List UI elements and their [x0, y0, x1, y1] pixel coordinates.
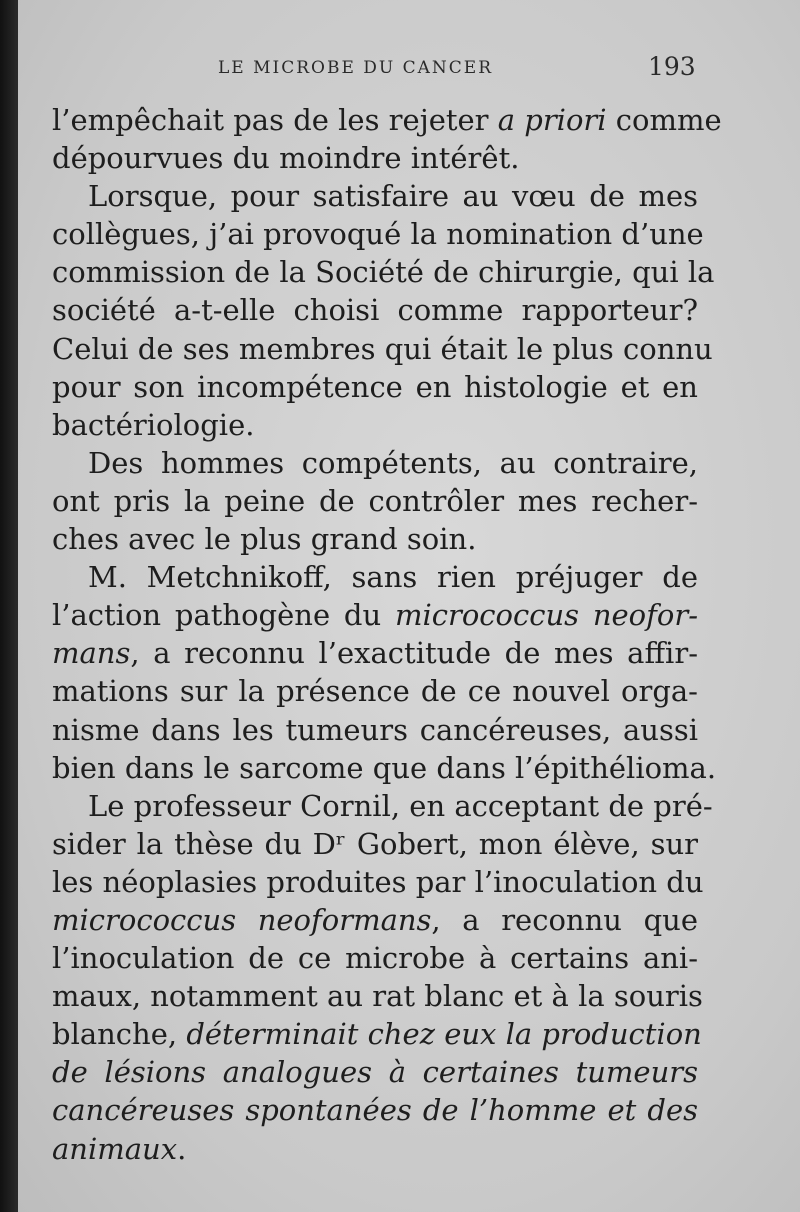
text-segment: blanche, [52, 1017, 187, 1052]
text-line [52, 482, 698, 520]
text-segment: . [177, 1131, 187, 1166]
text-segment: Lorsque, pour satisfaire au vœu de mes [88, 179, 698, 214]
text-segment: , a reconnu l’exactitude de mes affir- [130, 636, 698, 671]
text-segment: pour son incompétence en histologie et en [52, 369, 698, 404]
text-line [52, 901, 698, 939]
text-line [52, 101, 722, 139]
text-segment: Celui de ses membres qui était le plus connu [52, 331, 713, 366]
text-line [52, 1053, 698, 1091]
text-line [52, 596, 698, 634]
text-line [52, 330, 713, 368]
text-line [52, 1015, 702, 1053]
text-segment: mations sur la présence de ce nouvel orga- [52, 674, 698, 709]
text-line [52, 215, 704, 253]
text-segment: sider la thèse du Dʳ Gobert, mon élève, sur [52, 826, 698, 861]
text-line [52, 825, 698, 863]
book-gutter-shadow [0, 0, 18, 1212]
text-line [52, 749, 717, 787]
text-line [52, 711, 698, 749]
text-line [52, 1130, 698, 1168]
text-segment: nisme dans les tumeurs cancéreuses, aussi [52, 712, 698, 747]
italic-text: micrococcus neofor- [394, 598, 698, 633]
text-segment: comme [606, 103, 722, 137]
page-number: 193 [648, 52, 696, 81]
text-segment: bactériologie. [52, 407, 255, 442]
book-page [18, 0, 800, 1212]
text-line [52, 634, 698, 672]
italic-text: a priori [497, 103, 607, 137]
italic-text: animaux [52, 1131, 178, 1166]
text-segment: , a reconnu que [431, 902, 698, 937]
italic-text: de lésions analogues à certaines tumeurs [52, 1055, 698, 1090]
text-segment: ches avec le plus grand soin. [52, 522, 477, 557]
text-segment: ont pris la peine de contrôler mes recher- [52, 483, 698, 518]
text-line [52, 444, 698, 482]
text-line [52, 139, 698, 177]
text-segment: bien dans le sarcome que dans l’épithélioma. [52, 750, 717, 785]
text-segment: collègues, j’ai provoqué la nomination d’une [52, 217, 704, 252]
text-segment: l’empêchait pas de les rejeter [52, 103, 498, 137]
text-line [52, 787, 713, 825]
text-line [52, 406, 698, 444]
text-segment: société a-t-elle choisi comme rapporteur? [52, 293, 698, 328]
text-line [52, 520, 698, 558]
text-line [52, 1091, 698, 1129]
text-line [52, 368, 698, 406]
body-text [52, 101, 722, 1168]
italic-text: mans [52, 636, 131, 671]
italic-text: micrococcus neoformans [52, 902, 432, 937]
text-line [52, 558, 698, 596]
italic-text: cancéreuses spontanées de l’homme et des [52, 1093, 698, 1128]
italic-text: déterminait chez eux la production [186, 1017, 702, 1052]
text-line [52, 177, 698, 215]
text-line [52, 977, 703, 1015]
text-segment: l’action pathogène du [52, 598, 395, 633]
text-line [52, 253, 715, 291]
text-segment: les néoplasies produites par l’inoculation du [52, 864, 704, 899]
text-line [52, 672, 698, 710]
text-segment: maux, notamment au rat blanc et à la souris [52, 979, 703, 1014]
text-segment: l’inoculation de ce microbe à certains ani- [52, 941, 698, 976]
text-segment: Des hommes compétents, au contraire, [88, 445, 698, 480]
text-segment: Le professeur Cornil, en acceptant de pré- [88, 788, 713, 823]
text-line [52, 939, 698, 977]
text-line [52, 863, 704, 901]
text-segment: commission de la Société de chirurgie, qui la [52, 255, 715, 290]
text-segment: dépourvues du moindre intérêt. [52, 141, 520, 176]
running-head [18, 52, 800, 82]
text-line [52, 291, 698, 329]
running-title: LE MICROBE DU CANCER [218, 58, 494, 78]
text-segment: M. Metchnikoff, sans rien préjuger de [88, 560, 698, 595]
